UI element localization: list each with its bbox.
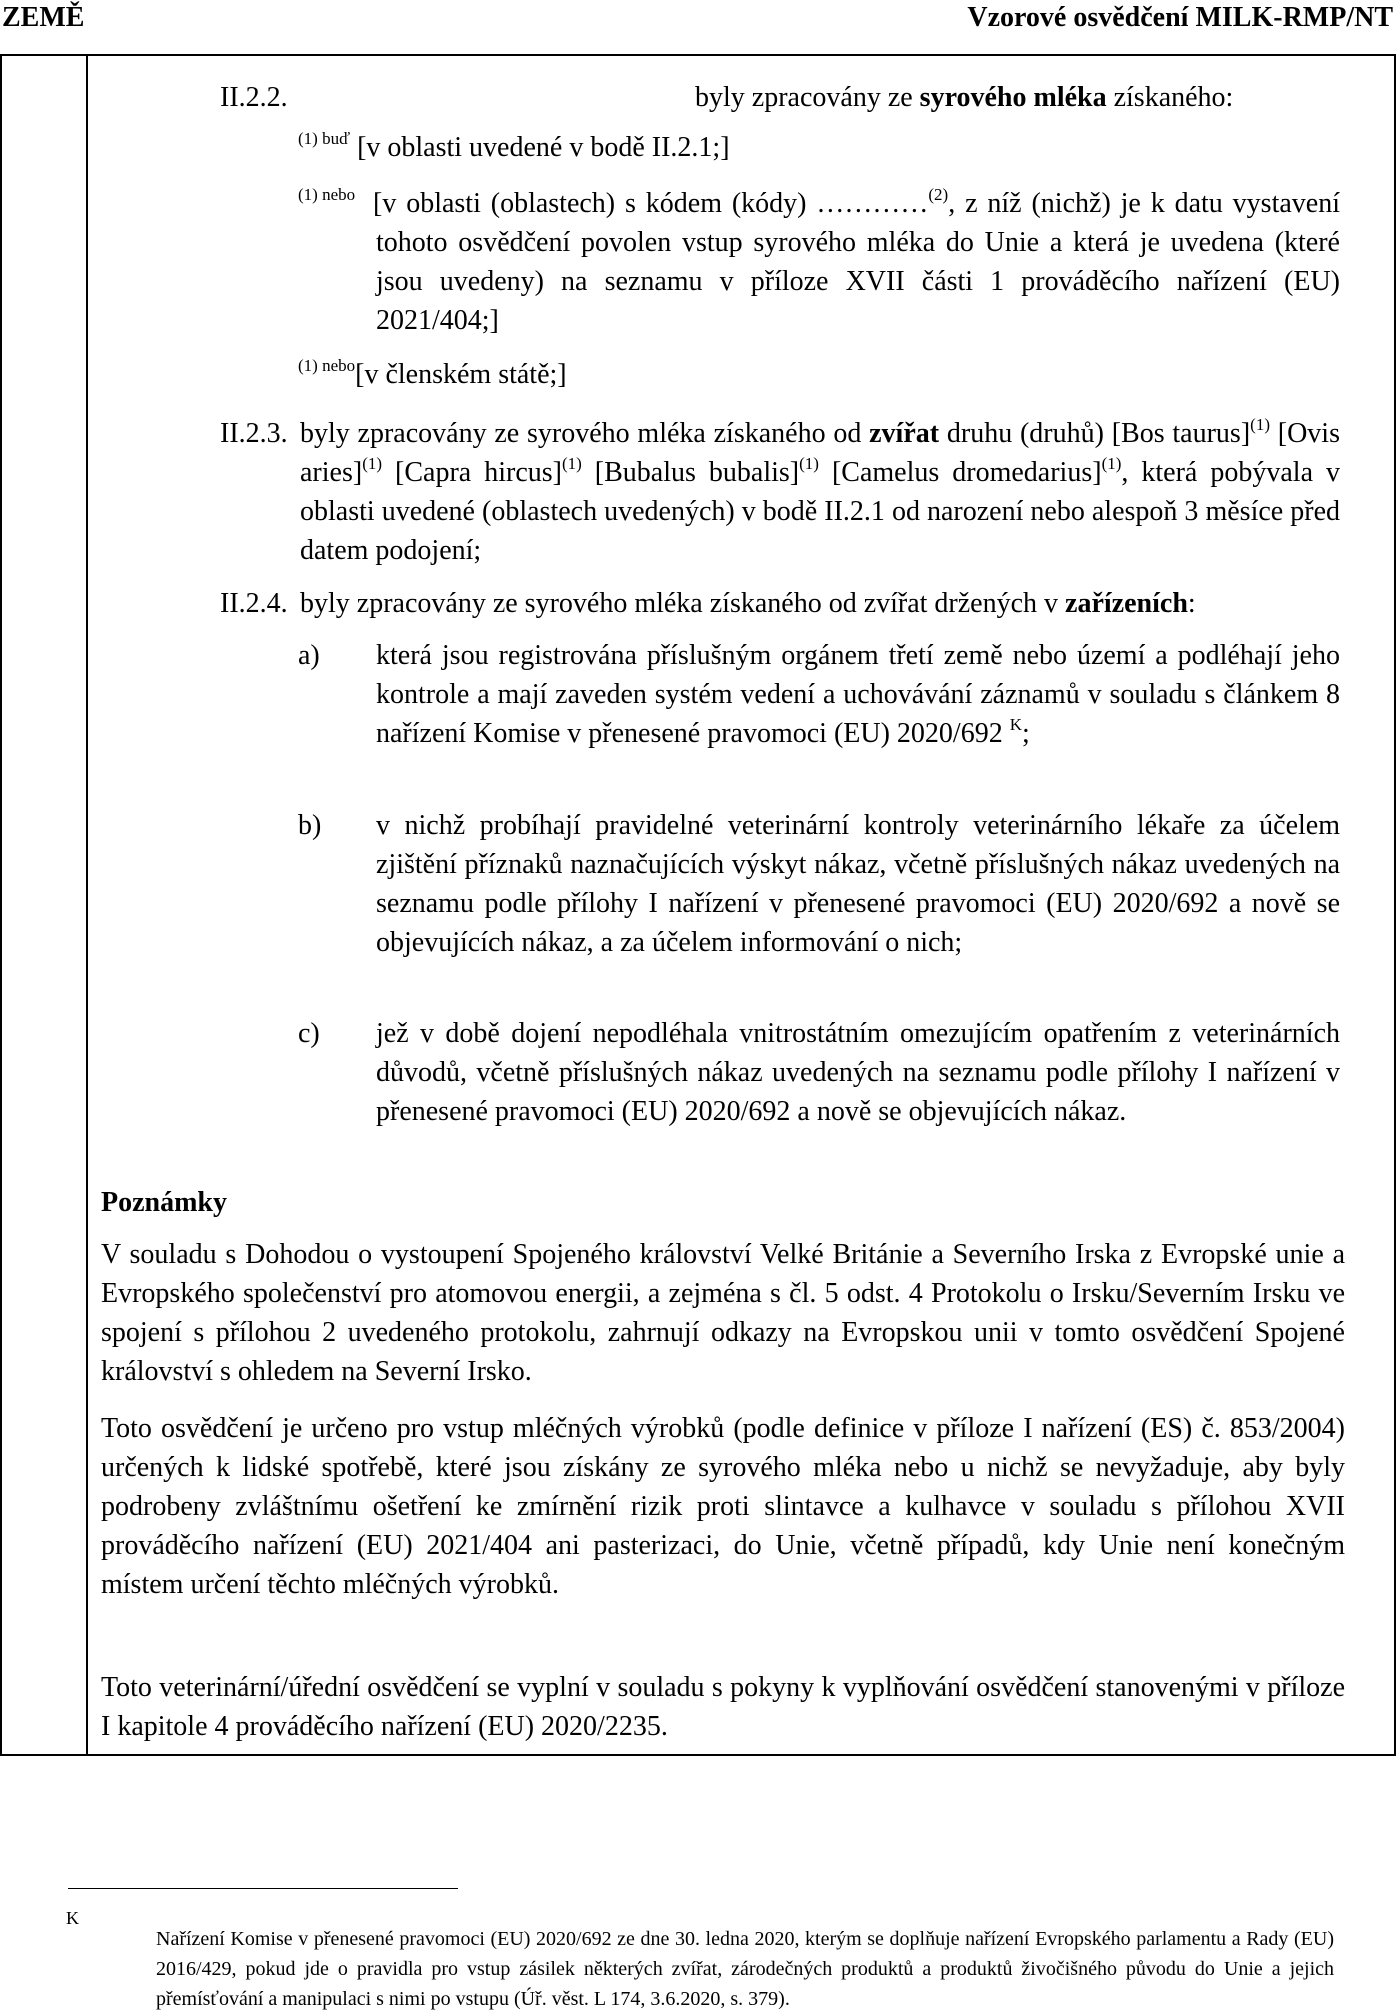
intro-text-end: získaného: xyxy=(1106,82,1234,113)
column-divider xyxy=(86,56,88,1754)
intro-text: byly zpracovány ze xyxy=(695,82,920,113)
option-or-zone-label xyxy=(298,184,355,223)
text-end: ; xyxy=(1021,718,1030,749)
footnote-separator xyxy=(68,1888,458,1889)
item-label-b: b) xyxy=(298,810,322,841)
notes-heading: Poznámky xyxy=(101,1187,227,1218)
notes-paragraph-1: V souladu s Dohodou o vystoupení Spojeného království Velké Británie a Severního Irska z Evropské unie a Evropského společenství pro atomovou energii, a zejména s čl. 5 odst. 4 Protokolu o Irsku/Severním Irsku ve spojení s přílohou 2 uvedeného protokolu, zahrnují odkazy na Evropskou unii v tomto osvědčení Spojené království s ohledem na Severní Irsko. xyxy=(101,1239,1345,1387)
item-label-c: c) xyxy=(298,1018,320,1049)
footnote-ref: (1) xyxy=(561,454,582,473)
item-b-text: v nichž probíhají pravidelné veterinární kontroly veterinárního lékaře za účelem zjištění příznaků naznačujících výskyt nákaz, včetně příslušných nákaz uvedených na seznamu podle přílohy I nařízení v přenesené pravomoci (EU) 2020/692 a nově se objevujících nákaz, a za účelem informování o nich; xyxy=(376,810,1340,958)
text-end: : xyxy=(1187,588,1196,619)
footnote-ref: (1) nebo xyxy=(298,185,356,204)
text: která jsou registrována příslušným orgánem třetí země nebo území a podléhají jeho kontrole a mají zaveden systém vedení a uchovávání záznamů v souladu s článkem 8 nařízení Komise v přenesené pravomoci (EU) 2020/692 xyxy=(376,640,1340,749)
section-number-II-2-2: II.2.2. xyxy=(220,82,288,113)
header-country: ZEMĚ xyxy=(2,2,85,33)
bold-establishments: zařízeních xyxy=(1065,588,1188,619)
section-II-2-2-intro xyxy=(695,78,1233,117)
footnote-ref: (1) xyxy=(362,454,383,473)
text-end: , která pobývala v oblasti uvedené (oblastech uvedených) v bodě II.2.1 od narození nebo alespoň 3 měsíce před datem podojení; xyxy=(300,457,1341,566)
item-c-text: jež v době dojení nepodléhala vnitrostátním omezujícím opatřením z veterinárních důvodů, včetně příslušných nákaz uvedených na seznamu podle přílohy I nařízení v přenesené pravomoci (EU) 2020/692 a nově se objevujících nákaz. xyxy=(376,1018,1340,1127)
option-text-b: , z níž (nichž) je k datu vystavení tohoto osvědčení povolen vstup syrového mléka do Unie a která je uvedena (které jsou uvedeny) na seznamu v příloze XVII části 1 prováděcího nařízení (EU) 2021/404;] xyxy=(376,188,1340,336)
option-text-a: [v oblasti (oblastech) s kódem (kódy) ………… xyxy=(373,188,929,219)
species-bubalus: [Bubalus bubalis] xyxy=(581,457,800,488)
species-bos: druhu (druhů) [Bos taurus] xyxy=(939,418,1251,449)
option-either xyxy=(298,128,730,167)
option-either-text: [v oblasti uvedené v bodě II.2.1;] xyxy=(357,132,730,163)
option-or-zone-text xyxy=(373,184,1340,340)
footnote-ref-2: (2) xyxy=(928,185,949,204)
footnote-text: Nařízení Komise v přenesené pravomoci (EU) 2020/692 ze dne 30. ledna 2020, kterým se doplňuje nařízení Evropského parlamentu a Rady (EU) 2016/429, pokud jde o pravidla pro vstup zásilek některých zvířat, zárodečných produktů a produktů živočišného původu do Unie a jejich přemísťování a manipulaci s nimi po vstupu (Úř. věst. L 174, 3.6.2020, s. 379). xyxy=(156,1928,1334,2010)
footnote-ref-k: K xyxy=(1009,715,1022,734)
header-certificate-model: Vzorové osvědčení MILK-RMP/NT xyxy=(967,2,1393,33)
section-II-2-3-text xyxy=(300,414,1340,570)
item-label-a: a) xyxy=(298,640,320,671)
text: byly zpracovány ze syrového mléka získaného od zvířat držených v xyxy=(300,588,1066,619)
section-number-II-2-4: II.2.4. xyxy=(220,588,288,619)
notes-paragraph-2: Toto osvědčení je určeno pro vstup mléčných výrobků (podle definice v příloze I nařízení (ES) č. 853/2004) určených k lidské spotřebě, které jsou získány ze syrového mléka nebo u nichž se nevyžaduje, aby byly podrobeny zvláštnímu ošetření ke zmírnění rizik proti slintavce a kulhavce v souladu s přílohou XVII prováděcího nařízení (EU) 2021/404 ani pasterizaci, do Unie, včetně případů, kdy Unie není konečným místem určení těchto mléčných výrobků. xyxy=(101,1413,1345,1600)
species-capra: [Capra hircus] xyxy=(382,457,562,488)
text: byly zpracovány ze syrového mléka získaného od xyxy=(300,418,870,449)
species-ovis: [Ovis aries] xyxy=(300,418,1340,488)
footnote-ref: (1) xyxy=(799,454,819,473)
footnote-ref: (1) xyxy=(1250,415,1270,434)
notes-paragraph-3: Toto veterinární/úřední osvědčení se vyplní v souladu s pokyny k vyplňování osvědčení stanovenými v příloze I kapitole 4 prováděcího nařízení (EU) 2020/2235. xyxy=(101,1672,1345,1742)
item-a-text xyxy=(376,636,1340,753)
footnote-ref: (1) xyxy=(1101,454,1122,473)
section-number-II-2-3: II.2.3. xyxy=(220,418,288,449)
footnote-ref: (1) buď xyxy=(298,129,351,148)
option-member-state-text: [v členském státě;] xyxy=(355,359,567,390)
intro-bold-raw-milk: syrového mléka xyxy=(919,82,1107,113)
species-camelus: [Camelus dromedarius] xyxy=(818,457,1102,488)
footnote-mark: K xyxy=(66,1908,79,1928)
bold-animals: zvířat xyxy=(869,418,940,449)
section-II-2-4-intro xyxy=(300,584,1340,623)
option-or-member-state xyxy=(298,355,567,394)
footnote-ref: (1) nebo xyxy=(298,356,356,375)
